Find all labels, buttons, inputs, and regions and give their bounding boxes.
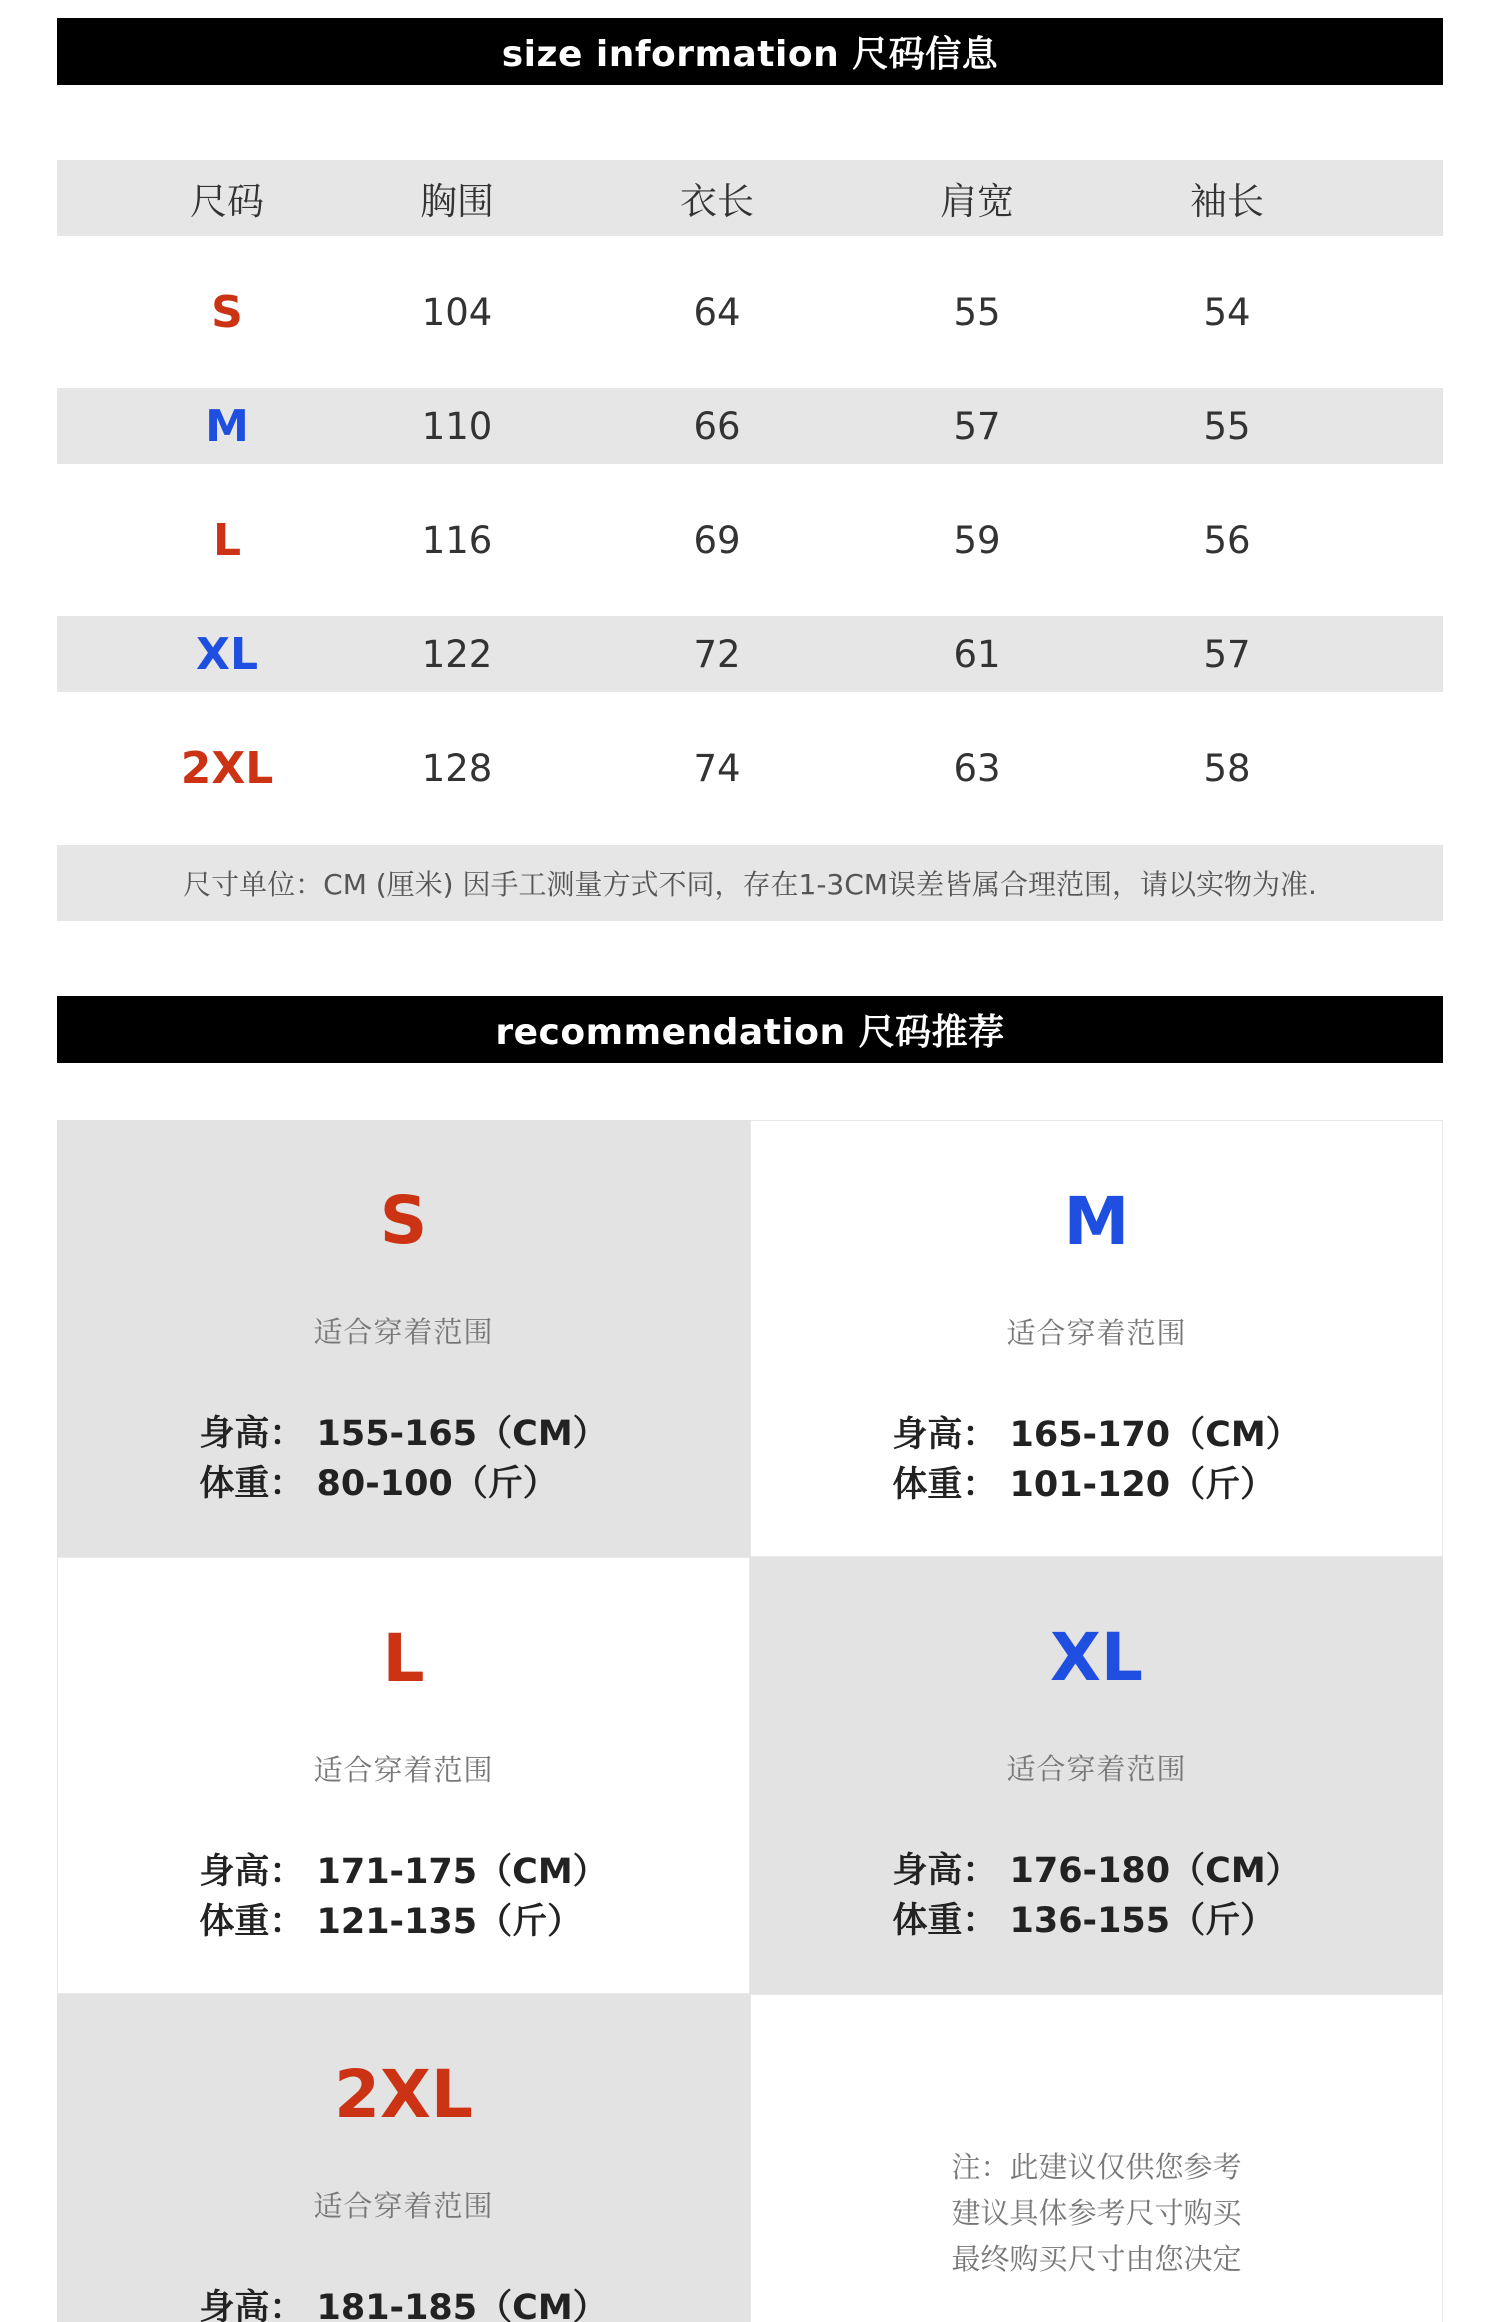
- row-chest: 110: [421, 404, 493, 448]
- fit-range-stats: [199, 1847, 607, 1947]
- row-chest: 128: [421, 746, 493, 790]
- row-shoulder: 57: [953, 404, 1001, 448]
- advice-card: [750, 1994, 1443, 2322]
- size-table: [57, 160, 1443, 806]
- size-table-row: [57, 502, 1443, 578]
- row-sleeve: 54: [1203, 290, 1251, 334]
- weight-range: 体重： 136-155（斤）: [892, 1901, 1276, 1941]
- row-length: 69: [693, 518, 741, 562]
- header-shoulder: 肩宽: [940, 180, 1014, 223]
- recommendation-title: recommendation 尺码推荐: [495, 1012, 1005, 1053]
- recommendation-card-2xl: [57, 1994, 750, 2322]
- row-shoulder: 55: [953, 290, 1001, 334]
- weight-range: 体重： 80-100（斤）: [199, 1464, 558, 1504]
- recommendation-card-s: [57, 1120, 750, 1557]
- fit-range-stats: [199, 2283, 607, 2322]
- height-range: 身高： 171-175（CM）: [199, 1852, 608, 1892]
- measurement-note: [57, 845, 1443, 921]
- row-size: M: [205, 400, 249, 452]
- size-table-row: [57, 616, 1443, 692]
- height-range: 身高： 181-185（CM）: [199, 2288, 608, 2322]
- fit-range-stats: [892, 1846, 1300, 1946]
- row-shoulder: 59: [953, 518, 1001, 562]
- row-sleeve: 58: [1203, 746, 1251, 790]
- recommendation-size: L: [382, 1620, 425, 1697]
- row-size: S: [211, 286, 243, 338]
- advice-line: 最终购买尺寸由您决定: [951, 2241, 1242, 2276]
- fit-range-stats: [199, 1409, 607, 1509]
- row-length: 66: [693, 404, 741, 448]
- header-length: 衣长: [680, 180, 754, 223]
- recommendation-header: [57, 996, 1443, 1063]
- row-chest: 116: [421, 518, 493, 562]
- fit-range-label: 适合穿着范围: [1006, 1752, 1187, 1786]
- size-table-row: [57, 274, 1443, 350]
- measurement-note-text: 尺寸单位：CM (厘米) 因手工测量方式不同，存在1-3CM误差皆属合理范围，请以实物为准.: [183, 868, 1317, 901]
- advice-line: 注：此建议仅供您参考: [951, 2149, 1242, 2184]
- fit-range-label: 适合穿着范围: [313, 2189, 494, 2223]
- recommendation-size: M: [1063, 1183, 1130, 1260]
- header-size: 尺码: [190, 180, 264, 223]
- size-table-header-row: [57, 160, 1443, 236]
- size-information-header: [57, 18, 1443, 85]
- recommendation-size: XL: [1050, 1619, 1143, 1696]
- advice-line: 建议具体参考尺寸购买: [951, 2195, 1242, 2230]
- height-range: 身高： 155-165（CM）: [199, 1414, 608, 1454]
- size-table-row: [57, 730, 1443, 806]
- fit-range-stats: [892, 1410, 1300, 1510]
- weight-range: 体重： 101-120（斤）: [892, 1465, 1276, 1505]
- recommendation-card-xl: [750, 1557, 1443, 1994]
- row-sleeve: 55: [1203, 404, 1251, 448]
- size-information-title: size information 尺码信息: [501, 34, 999, 75]
- row-size: 2XL: [180, 742, 274, 794]
- row-shoulder: 63: [953, 746, 1001, 790]
- header-chest: 胸围: [420, 180, 494, 223]
- row-sleeve: 56: [1203, 518, 1251, 562]
- weight-range: 体重： 121-135（斤）: [199, 1902, 583, 1942]
- height-range: 身高： 176-180（CM）: [892, 1851, 1301, 1891]
- recommendation-size: S: [379, 1182, 428, 1259]
- row-size: XL: [196, 628, 258, 680]
- size-table-row: [57, 388, 1443, 464]
- recommendation-card-m: [750, 1120, 1443, 1557]
- row-chest: 122: [421, 632, 493, 676]
- row-length: 74: [693, 746, 741, 790]
- fit-range-label: 适合穿着范围: [1006, 1316, 1187, 1350]
- row-shoulder: 61: [953, 632, 1001, 676]
- row-sleeve: 57: [1203, 632, 1251, 676]
- row-chest: 104: [421, 290, 493, 334]
- header-sleeve: 袖长: [1190, 180, 1264, 223]
- recommendation-size: 2XL: [334, 2056, 473, 2133]
- row-size: L: [212, 514, 242, 566]
- fit-range-label: 适合穿着范围: [313, 1753, 494, 1787]
- recommendation-grid: [57, 1120, 1443, 2322]
- row-length: 72: [693, 632, 741, 676]
- fit-range-label: 适合穿着范围: [313, 1315, 494, 1349]
- row-length: 64: [693, 290, 741, 334]
- height-range: 身高： 165-170（CM）: [892, 1415, 1301, 1455]
- recommendation-card-l: [57, 1557, 750, 1994]
